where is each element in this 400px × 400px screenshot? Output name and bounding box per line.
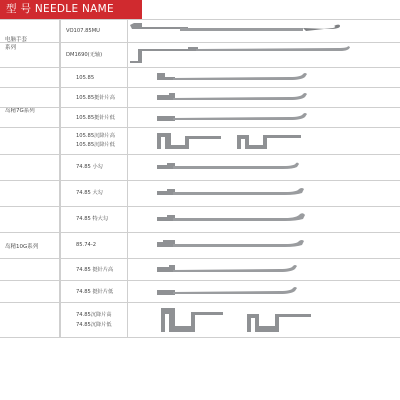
row-label: VO107.85MU xyxy=(66,28,100,34)
header-title-en: NEEDLE NAME xyxy=(34,3,114,15)
row-label: 105.85沉降片高 xyxy=(76,133,115,139)
needle-image xyxy=(155,263,315,277)
group-name-line1: 电脑手套 xyxy=(5,36,28,43)
column-divider xyxy=(127,19,128,67)
group-name-line2: 系列 xyxy=(5,44,17,51)
row-label: 105.85挺针片低 xyxy=(76,115,115,121)
sinker-low-image xyxy=(245,306,315,336)
row-label: 105.85挺针片高 xyxy=(76,95,115,101)
needle-image xyxy=(155,285,315,299)
column-divider xyxy=(127,67,128,338)
needle-image xyxy=(155,91,315,105)
group-name-line1: 岛精7G系列 xyxy=(5,108,35,114)
row-label: DM1690(无轴) xyxy=(66,52,103,58)
needle-image xyxy=(155,186,315,200)
row-label: 74.85 挺针片高 xyxy=(76,267,114,273)
needle-image xyxy=(128,22,358,40)
row-label-secondary: 74.85沉降片低 xyxy=(76,322,112,328)
needle-image xyxy=(155,71,315,85)
row-label-secondary: 105.85沉降片低 xyxy=(76,142,115,148)
table-header xyxy=(0,0,142,19)
row-label: 105.85 xyxy=(76,75,95,81)
row-label: 85.74-2 xyxy=(76,242,97,248)
needle-image xyxy=(155,212,315,226)
group-name-line1: 岛精10G系列 xyxy=(5,243,39,250)
row-label: 74.85 大勾 xyxy=(76,190,103,196)
sinker-high-image xyxy=(157,306,227,336)
needle-image xyxy=(128,45,358,67)
sinker-low-image xyxy=(235,131,305,151)
row-label: 74.85 小勾 xyxy=(76,164,103,170)
needle-image xyxy=(155,238,315,252)
sinker-high-image xyxy=(155,131,225,151)
row-label: 74.85 挺针片低 xyxy=(76,289,114,295)
row-label: 74.85沉降片高 xyxy=(76,312,112,318)
needle-image xyxy=(155,111,315,125)
row-label: 74.85 特大勾 xyxy=(76,216,109,222)
header-title-cn: 型 号 xyxy=(6,3,32,15)
column-divider xyxy=(60,19,61,338)
needle-image xyxy=(155,160,315,174)
